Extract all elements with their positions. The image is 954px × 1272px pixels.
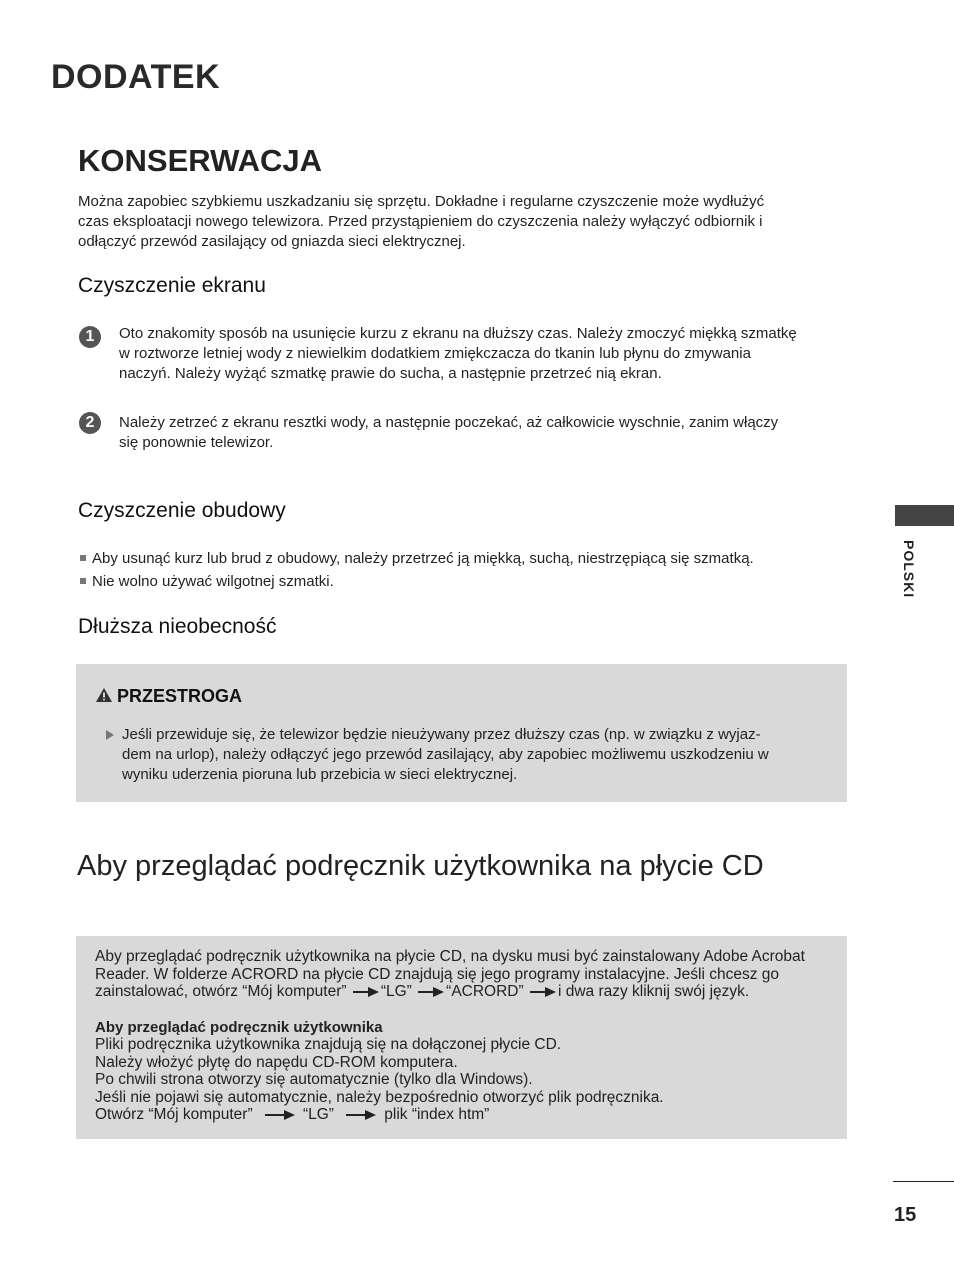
caution-title: PRZESTROGA	[117, 686, 243, 706]
cd-line: Pliki podręcznika użytkownika znajdują się na dołączonej płycie CD.	[95, 1036, 562, 1053]
path-text: “LG”	[302, 1106, 334, 1123]
step-number-badge: 1	[79, 326, 101, 348]
intro-line: czas eksploatacji nowego telewizora. Przed przystąpieniem do czyszczenia należy wyłączyć odbiornik i	[78, 213, 763, 230]
language-label: POLSKI	[901, 540, 917, 599]
bullet-text: Nie wolno używać wilgotnej szmatki.	[92, 573, 334, 590]
list-item	[80, 549, 754, 569]
arrow-right-icon	[530, 987, 556, 997]
install-path	[95, 983, 845, 1001]
step-line: Oto znakomity sposób na usunięcie kurzu z ekranu na dłuższy czas. Należy zmoczyć miękką szmatkę	[119, 325, 797, 342]
maintenance-title: KONSERWACJA	[78, 143, 323, 178]
caution-line: dem na urlop), należy odłączyć jego przewód zasilający, aby zapobiec możliwemu uszkodzeniu w	[122, 746, 769, 763]
path-text: “ACRORD”	[446, 983, 524, 1000]
cd-info-text	[95, 948, 845, 1124]
long-absence-heading: Dłuższa nieobecność	[78, 615, 277, 638]
step-line: naczyń. Należy wyżąć szmatkę prawie do sucha, a następnie przetrzeć nią ekran.	[119, 365, 662, 382]
arrow-right-icon	[353, 987, 379, 997]
triangle-bullet-icon	[105, 730, 115, 740]
intro-line: Można zapobiec szybkiemu uszkadzaniu się sprzętu. Dokładne i regularne czyszczenie może wydłużyć	[78, 193, 765, 210]
open-path	[95, 1106, 845, 1124]
step-line: się ponownie telewizor.	[119, 434, 274, 451]
footer-rule	[893, 1181, 954, 1182]
bullet-text: Aby usunąć kurz lub brud z obudowy, należy przetrzeć ją miękką, suchą, niestrzępiącą się szmatką.	[92, 550, 754, 567]
caution-line: Jeśli przewiduje się, że telewizor będzie nieużywany przez dłuższy czas (np. w związku z wyjaz-	[122, 726, 761, 743]
arrow-right-icon	[418, 987, 444, 997]
cd-line: Jeśli nie pojawi się automatycznie, należy bezpośrednio otworzyć plik podręcznika.	[95, 1088, 664, 1106]
arrow-right-icon	[265, 1110, 295, 1120]
warning-icon	[95, 687, 113, 703]
screen-cleaning-heading: Czyszczenie ekranu	[78, 274, 266, 297]
caution-line: wyniku uderzenia pioruna lub przebicia w sieci elektrycznej.	[122, 766, 518, 783]
path-text: Otwórz “Mój komputer”	[95, 1106, 253, 1123]
path-text: “LG”	[380, 983, 412, 1000]
cd-line: Po chwili strona otworzy się automatycznie (tylko dla Windows).	[95, 1071, 533, 1088]
cd-line: Aby przeglądać podręcznik użytkownika na płycie CD, na dysku musi być zainstalowany Adobe Acrobat	[95, 948, 805, 965]
caution-box	[76, 664, 847, 802]
arrow-right-icon	[346, 1110, 376, 1120]
step-1-text	[119, 324, 797, 384]
cd-info-box	[76, 936, 847, 1139]
cd-line: Należy włożyć płytę do napędu CD-ROM komputera.	[95, 1053, 458, 1071]
caution-header	[95, 686, 242, 707]
step-line: w roztworze letniej wody z niewielkim dodatkiem zmiękczacza do tkanin lub płynu do zmywania	[119, 345, 751, 362]
language-tab-bar	[895, 505, 954, 526]
intro-line: odłączyć przewód zasilający od gniazda sieci elektrycznej.	[78, 233, 466, 250]
section-title: DODATEK	[51, 58, 221, 96]
cabinet-bullets	[80, 549, 754, 592]
list-item	[80, 572, 754, 592]
bullet-square-icon	[80, 578, 86, 584]
bullet-square-icon	[80, 555, 86, 561]
path-text: plik “index htm”	[384, 1106, 490, 1123]
step-2-text	[119, 413, 778, 453]
caution-text	[122, 725, 769, 785]
cd-subheading: Aby przeglądać podręcznik użytkownika	[95, 1018, 383, 1036]
step-line: Należy zetrzeć z ekranu resztki wody, a następnie poczekać, aż całkowicie wyschnie, zanim włączy	[119, 414, 779, 431]
cabinet-cleaning-heading: Czyszczenie obudowy	[78, 499, 286, 522]
cd-manual-heading: Aby przeglądać podręcznik użytkownika na płycie CD	[77, 850, 764, 882]
cd-line: Reader. W folderze ACRORD na płycie CD znajdują się jego programy instalacyjne. Jeśli chcesz go	[95, 965, 780, 983]
maintenance-intro	[78, 192, 764, 252]
step-number-badge: 2	[79, 412, 101, 434]
path-text: i dwa razy kliknij swój język.	[557, 983, 750, 1000]
path-text: zainstalować, otwórz “Mój komputer”	[95, 983, 347, 1000]
page-number: 15	[894, 1204, 917, 1226]
